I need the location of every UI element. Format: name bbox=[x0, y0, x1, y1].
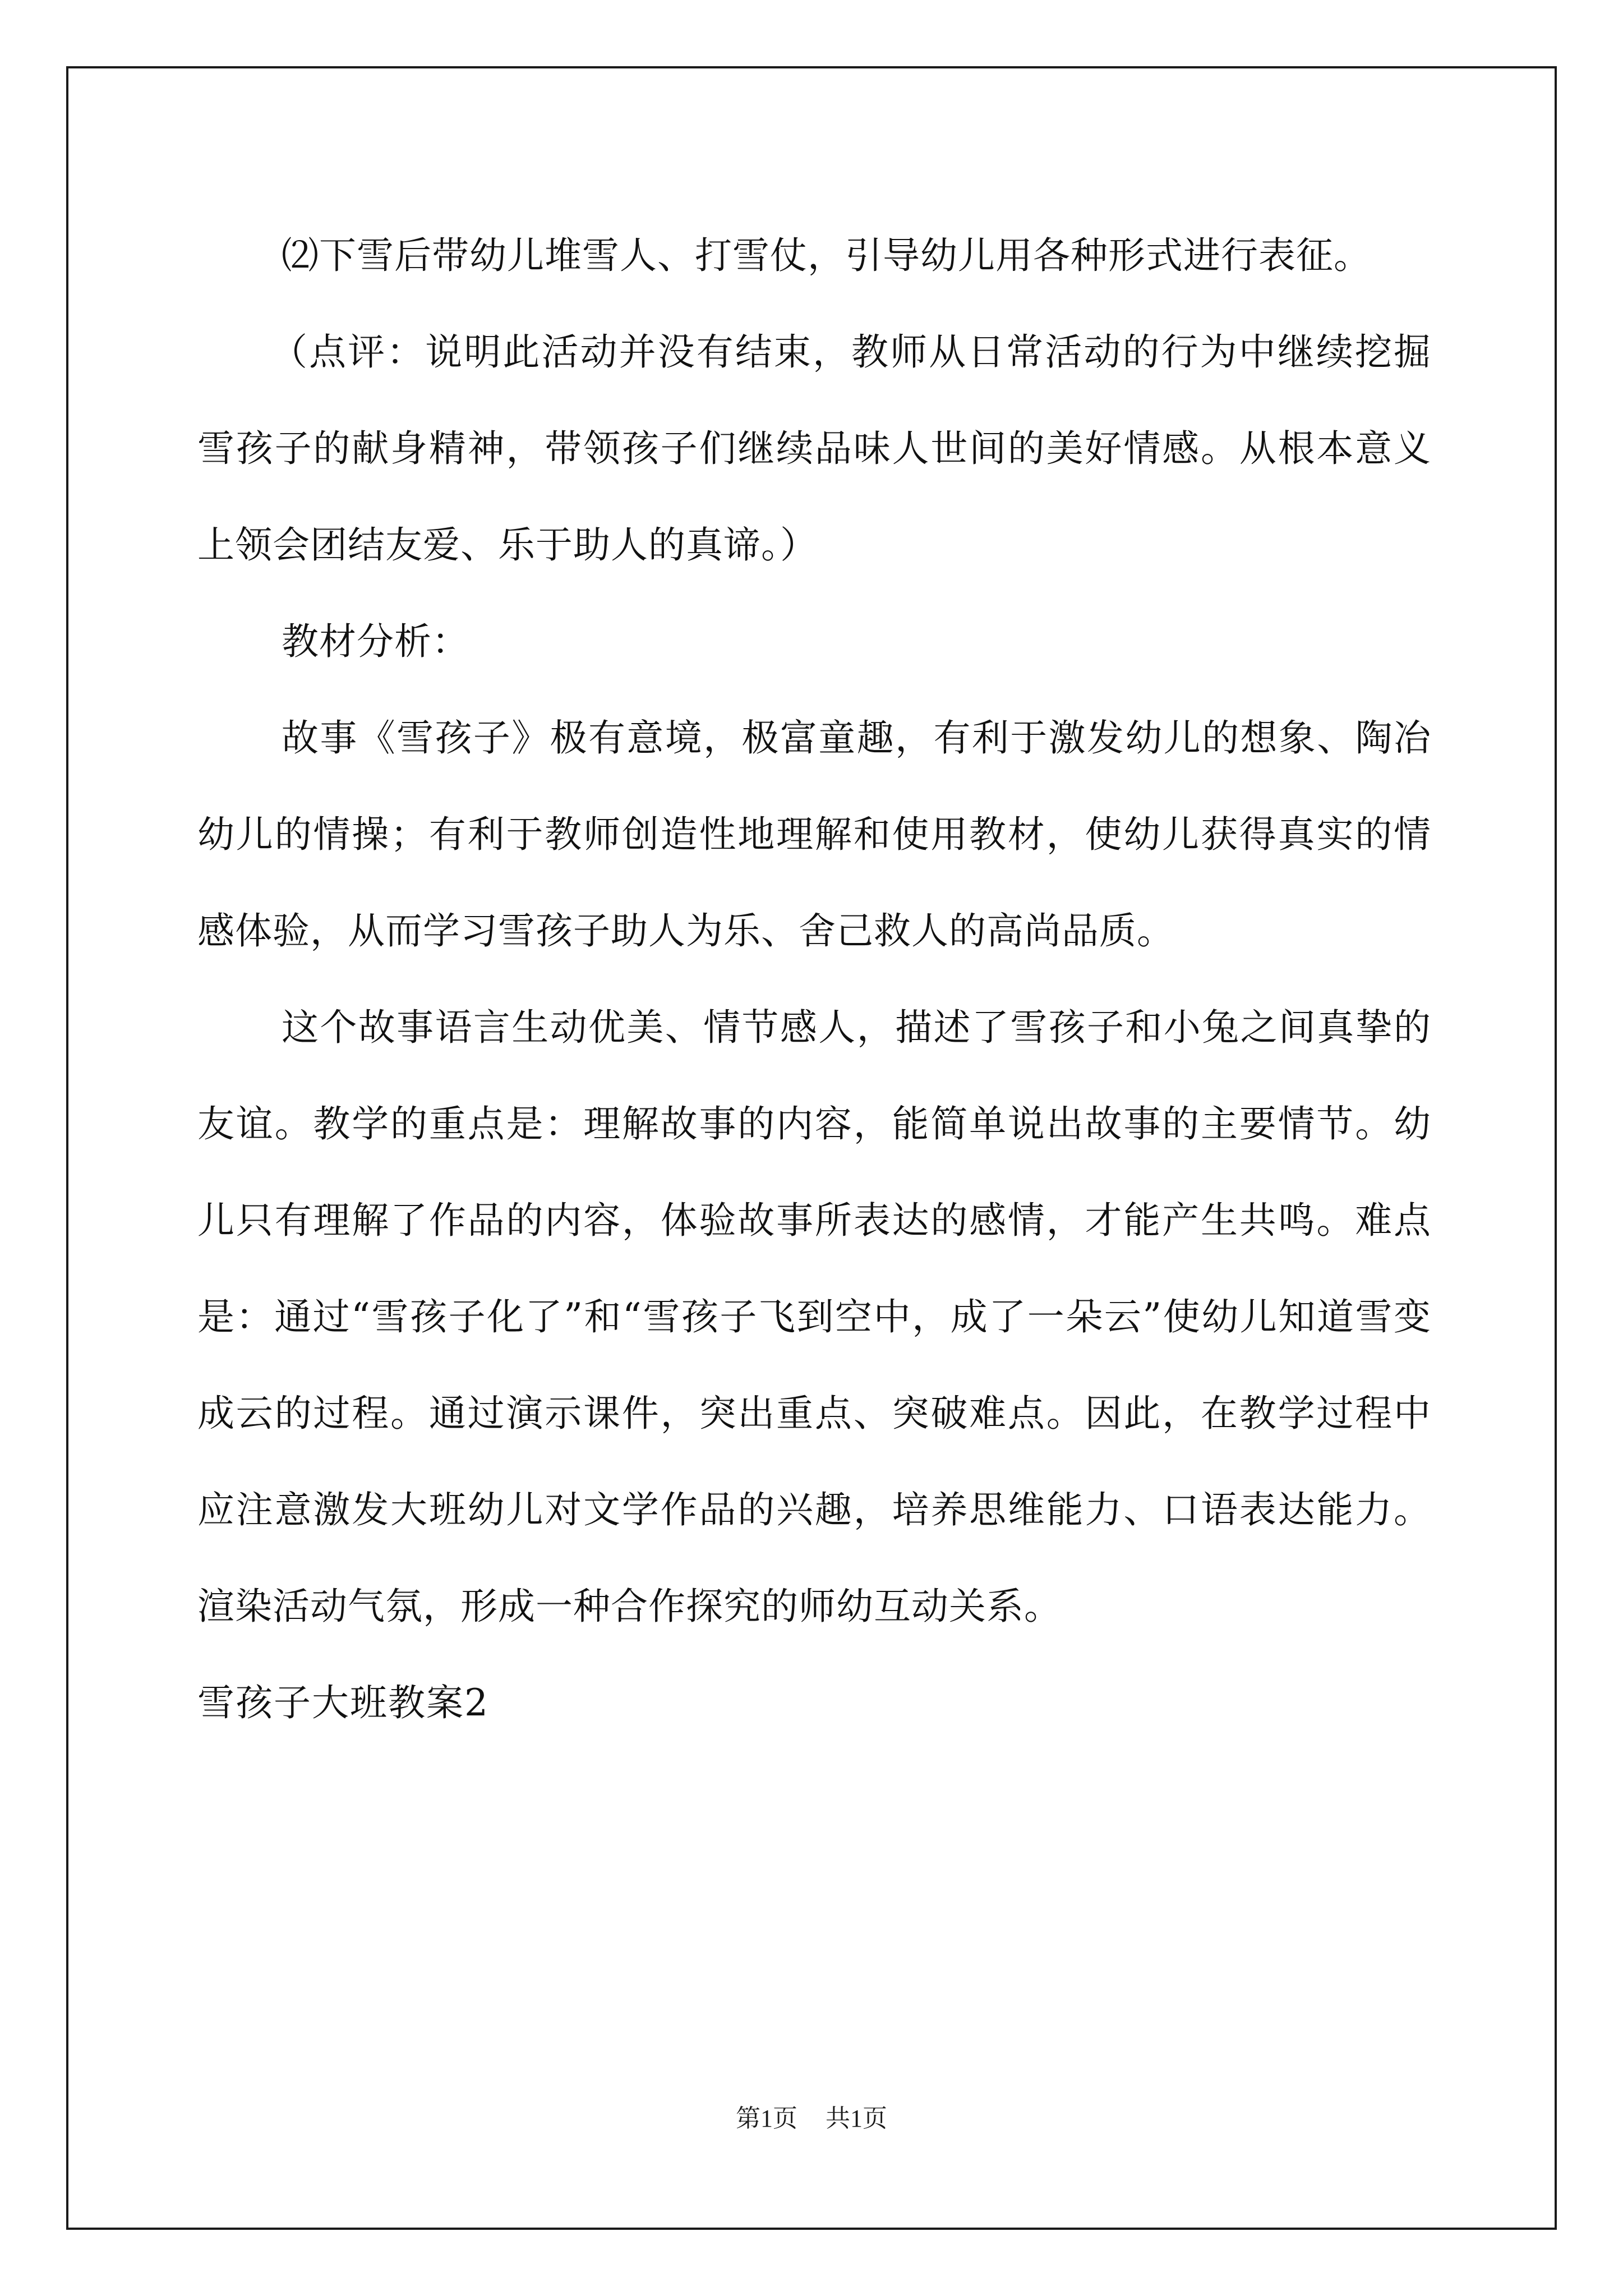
section-title: 雪孩子大班教案2 bbox=[197, 1681, 489, 1724]
paragraph-analysis-2: 这个故事语言生动优美、情节感人，描述了雪孩子和小兔之间真挚的友谊。教学的重点是：理解故事的内容，能简单说出故事的主要情节。幼儿只有理解了作品的内容，体验故事所表达的感情，才能产生共鸣。难点是：通过“雪孩子化了”和“雪孩子飞到空中，成了一朵云”使幼儿知道雪变成云的过程。通过演示课件，突出重点、突破难点。因此，在教学过程中应注意激发大班幼儿对文学作品的兴趣，培养思维能力、口语表达能力。渲染活动气氛，形成一种合作探究的师幼互动关系。 bbox=[197, 1006, 1431, 1628]
analysis-heading: 教材分析： bbox=[282, 620, 469, 663]
paragraph-activity-step-2: ⑵下雪后带幼儿堆雪人、打雪仗，引导幼儿用各种形式进行表征。 bbox=[282, 234, 1371, 277]
page-footer bbox=[0, 2098, 1623, 2134]
document-body bbox=[197, 208, 1431, 1751]
page-number: 第1页 bbox=[736, 2105, 797, 2132]
page-total: 共1页 bbox=[826, 2105, 887, 2132]
paragraph-comment: （点评：说明此活动并没有结束，教师从日常活动的行为中继续挖掘雪孩子的献身精神，带领孩子们继续品味人世间的美好情感。从根本意义上领会团结友爱、乐于助人的真谛。） bbox=[197, 330, 1431, 567]
paragraph-analysis-1: 故事《雪孩子》极有意境，极富童趣，有利于激发幼儿的想象、陶冶幼儿的情操；有利于教师创造性地理解和使用教材，使幼儿获得真实的情感体验，从而学习雪孩子助人为乐、舍己救人的高尚品质。 bbox=[197, 716, 1431, 953]
